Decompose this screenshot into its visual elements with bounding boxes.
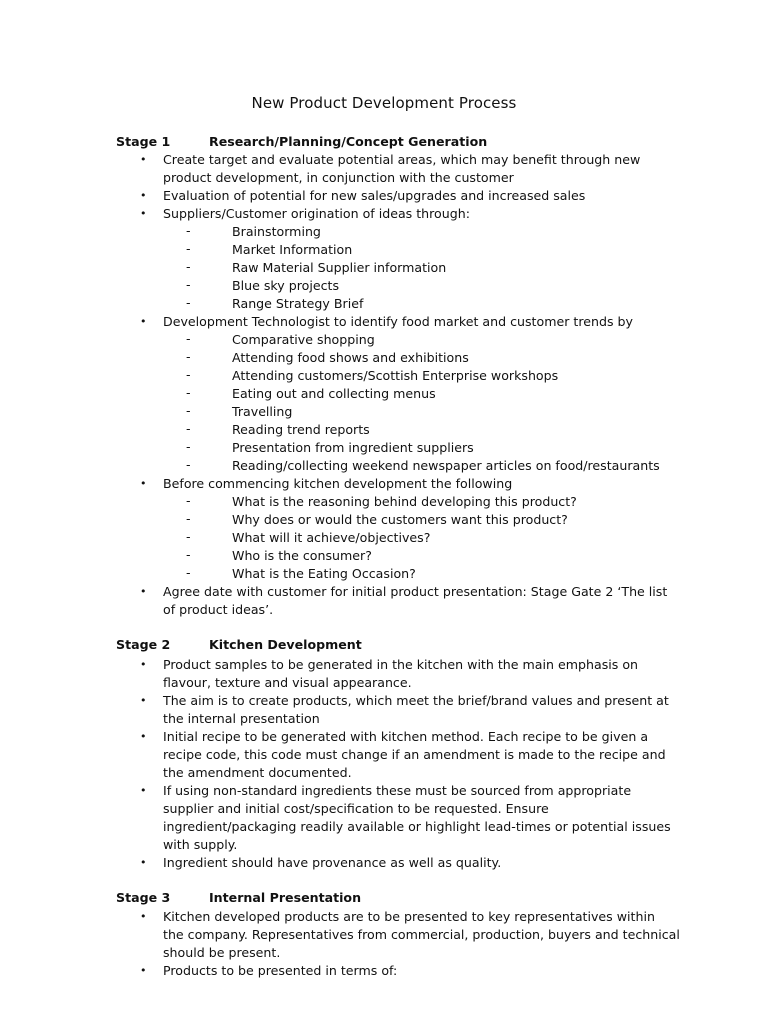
bullet-text-continued: the internal presentation: [163, 711, 320, 726]
bullet-icon: •: [140, 964, 147, 977]
sub-item: What will it achieve/objectives?: [232, 530, 431, 545]
dash-icon: -: [186, 547, 191, 562]
dash-icon: -: [186, 385, 191, 400]
sub-item: Reading/collecting weekend newspaper articles on food/restaurants: [232, 458, 660, 473]
stage-title: Research/Planning/Concept Generation: [209, 134, 488, 149]
sub-item: Why does or would the customers want this product?: [232, 512, 568, 527]
page-title: New Product Development Process: [251, 94, 517, 112]
sub-item: What is the Eating Occasion?: [232, 566, 416, 581]
sub-item: Blue sky projects: [232, 278, 340, 293]
stage-number: Stage 1: [116, 134, 171, 149]
sub-item: Raw Material Supplier information: [232, 260, 447, 275]
bullet-text-continued: the amendment documented.: [163, 765, 352, 780]
bullet-text: Evaluation of potential for new sales/upgrades and increased sales: [163, 188, 586, 203]
sub-item: Comparative shopping: [232, 332, 375, 347]
stage-number: Stage 2: [116, 637, 171, 652]
bullet-icon: •: [140, 658, 147, 671]
dash-icon: -: [186, 511, 191, 526]
bullet-text: Initial recipe to be generated with kitchen method. Each recipe to be given a: [163, 729, 649, 744]
dash-icon: -: [186, 223, 191, 238]
sub-item: Who is the consumer?: [232, 548, 372, 563]
dash-icon: -: [186, 331, 191, 346]
sub-item: Attending food shows and exhibitions: [232, 350, 469, 365]
bullet-text-continued: recipe code, this code must change if an amendment is made to the recipe and: [163, 747, 666, 762]
bullet-text: Before commencing kitchen development the following: [163, 476, 513, 491]
bullet-text-continued: of product ideas’.: [163, 602, 274, 617]
bullet-text-continued: the company. Representatives from commercial, production, buyers and technical: [163, 927, 680, 942]
bullet-icon: •: [140, 730, 147, 743]
bullet-text: Ingredient should have provenance as well as quality.: [163, 855, 502, 870]
bullet-text: Suppliers/Customer origination of ideas through:: [163, 206, 470, 221]
bullet-icon: •: [140, 315, 147, 328]
bullet-text: Development Technologist to identify food market and customer trends by: [163, 314, 633, 329]
sub-item: What is the reasoning behind developing this product?: [232, 494, 577, 509]
stage-number: Stage 3: [116, 890, 171, 905]
bullet-icon: •: [140, 585, 147, 598]
dash-icon: -: [186, 565, 191, 580]
dash-icon: -: [186, 367, 191, 382]
sub-item: Presentation from ingredient suppliers: [232, 440, 474, 455]
bullet-text-continued: supplier and initial cost/specification to be requested. Ensure: [163, 801, 549, 816]
sub-item: Brainstorming: [232, 224, 321, 239]
stage-1-heading: [116, 134, 487, 149]
stage-title: Internal Presentation: [209, 890, 362, 905]
dash-icon: -: [186, 277, 191, 292]
bullet-text: The aim is to create products, which meet the brief/brand values and present at: [163, 693, 669, 708]
bullet-text-continued: product development, in conjunction with the customer: [163, 170, 514, 185]
stage-3-heading: [116, 890, 361, 905]
stage-title: Kitchen Development: [209, 637, 362, 652]
bullet-text-continued: flavour, texture and visual appearance.: [163, 675, 412, 690]
bullet-text: Products to be presented in terms of:: [163, 963, 398, 978]
sub-item: Eating out and collecting menus: [232, 386, 436, 401]
sub-item: Attending customers/Scottish Enterprise workshops: [232, 368, 559, 383]
bullet-text: Product samples to be generated in the kitchen with the main emphasis on: [163, 657, 639, 672]
bullet-icon: •: [140, 856, 147, 869]
bullet-text: Agree date with customer for initial product presentation: Stage Gate 2 ‘The list: [163, 584, 668, 599]
sub-item: Travelling: [232, 404, 293, 419]
bullet-icon: •: [140, 153, 147, 166]
dash-icon: -: [186, 259, 191, 274]
stage-2-heading: [116, 637, 362, 652]
bullet-text: Kitchen developed products are to be presented to key representatives within: [163, 909, 655, 924]
dash-icon: -: [186, 241, 191, 256]
bullet-text-continued: should be present.: [163, 945, 281, 960]
dash-icon: -: [186, 349, 191, 364]
dash-icon: -: [186, 403, 191, 418]
bullet-icon: •: [140, 784, 147, 797]
bullet-icon: •: [140, 477, 147, 490]
dash-icon: -: [186, 457, 191, 472]
dash-icon: -: [186, 439, 191, 454]
bullet-icon: •: [140, 207, 147, 220]
bullet-icon: •: [140, 694, 147, 707]
bullet-text-continued: ingredient/packaging readily available or highlight lead-times or potential issues: [163, 819, 671, 834]
dash-icon: -: [186, 421, 191, 436]
sub-item: Reading trend reports: [232, 422, 370, 437]
dash-icon: -: [186, 493, 191, 508]
dash-icon: -: [186, 529, 191, 544]
bullet-text: Create target and evaluate potential areas, which may benefit through new: [163, 152, 641, 167]
dash-icon: -: [186, 295, 191, 310]
sub-item: Market Information: [232, 242, 353, 257]
bullet-icon: •: [140, 910, 147, 923]
sub-item: Range Strategy Brief: [232, 296, 364, 311]
bullet-text: If using non-standard ingredients these must be sourced from appropriate: [163, 783, 632, 798]
bullet-text-continued: with supply.: [163, 837, 238, 852]
bullet-icon: •: [140, 189, 147, 202]
